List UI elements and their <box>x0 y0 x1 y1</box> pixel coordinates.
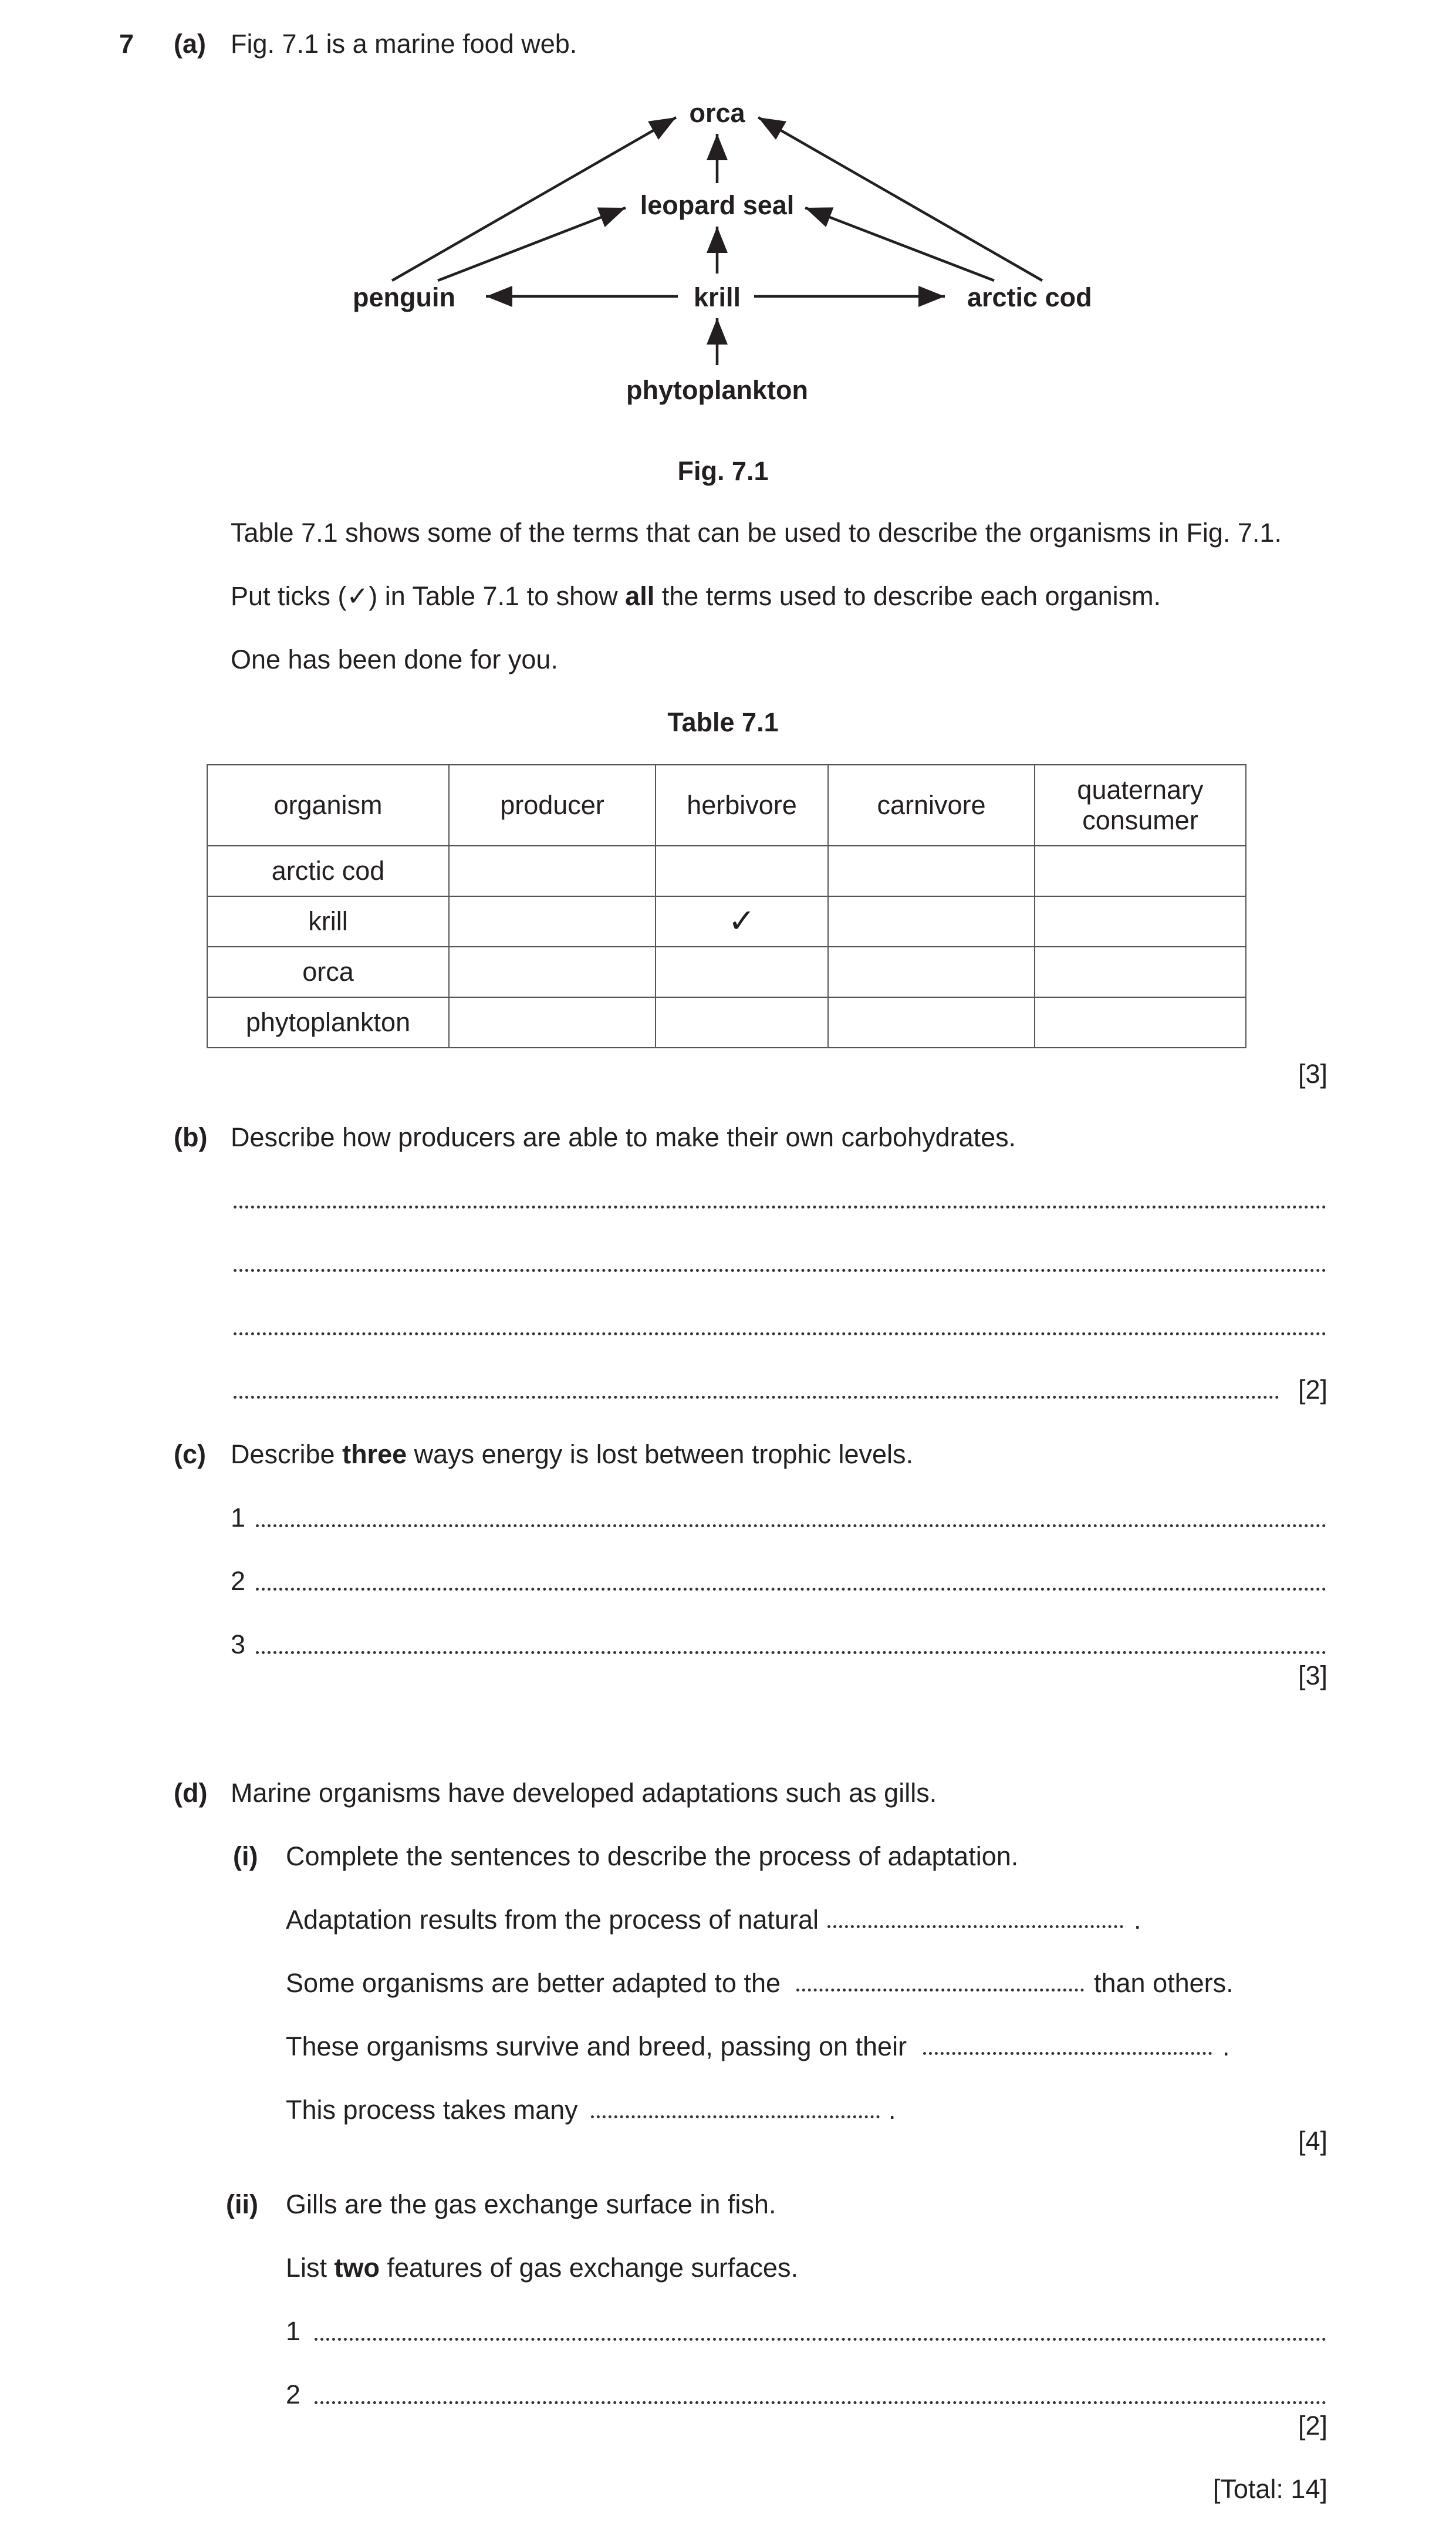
blank-natural[interactable] <box>827 1925 1123 1928</box>
answer-number-c1: 1 <box>231 1503 246 1533</box>
part-d-ii-statement: Gills are the gas exchange surface in fish. <box>286 2189 776 2219</box>
sentence-3-start: These organisms survive and breed, passing on their <box>286 2031 907 2061</box>
sentence-4-start: This process takes many <box>286 2095 578 2125</box>
arrow-penguin-to-leopard-seal <box>438 208 626 281</box>
marks-b: [2] <box>1298 1375 1327 1405</box>
answer-number-d-ii-2: 2 <box>286 2379 301 2409</box>
node-phytoplankton: phytoplankton <box>626 375 808 405</box>
tick-cell[interactable] <box>656 947 828 997</box>
part-c-label: (c) <box>174 1439 206 1469</box>
part-d-ii-label: (ii) <box>226 2189 258 2219</box>
node-krill: krill <box>693 282 741 312</box>
blank-passing-on[interactable] <box>923 2052 1212 2055</box>
answer-line-b1[interactable] <box>234 1206 1326 1209</box>
marks-d-ii: [2] <box>1298 2411 1327 2441</box>
tick-instruction: Put ticks (✓) in Table 7.1 to show all the terms used to describe each organism. <box>231 581 1161 611</box>
organism-cell: arctic cod <box>207 846 449 896</box>
table-caption: Table 7.1 <box>667 707 779 737</box>
tick-cell[interactable] <box>449 896 656 947</box>
header-quaternary-consumer: quaternary consumer <box>1035 765 1246 846</box>
node-orca: orca <box>689 98 745 128</box>
organism-cell: phytoplankton <box>207 997 449 1048</box>
header-organism: organism <box>207 765 449 846</box>
tick-cell[interactable] <box>828 896 1035 947</box>
table-row <box>207 947 1246 997</box>
total-marks: [Total: 14] <box>1212 2474 1327 2504</box>
tick-cell[interactable] <box>656 997 828 1048</box>
sentence-1-start: Adaptation results from the process of natural <box>286 1905 819 1935</box>
organism-cell: orca <box>207 947 449 997</box>
part-d-i-question: Complete the sentences to describe the process of adaptation. <box>286 1841 1019 1871</box>
blank-takes-many[interactable] <box>591 2115 880 2118</box>
answer-line-b4[interactable] <box>234 1396 1279 1399</box>
arrow-penguin-to-orca <box>392 117 676 281</box>
tick-cell[interactable] <box>449 846 656 896</box>
sentence-4-end: . <box>889 2095 896 2125</box>
answer-number-c2: 2 <box>231 1566 246 1596</box>
marks-d-i: [4] <box>1298 2126 1327 2156</box>
answer-line-b2[interactable] <box>234 1269 1326 1272</box>
sentence-3-end: . <box>1222 2031 1230 2061</box>
node-penguin: penguin <box>353 282 455 312</box>
part-d-label: (d) <box>174 1778 208 1808</box>
table-row <box>207 997 1246 1048</box>
sentence-2-start: Some organisms are better adapted to the <box>286 1968 781 1998</box>
tick-cell[interactable] <box>828 947 1035 997</box>
marks-a: [3] <box>1298 1059 1327 1089</box>
part-c-question: Describe three ways energy is lost between trophic levels. <box>231 1439 914 1469</box>
node-arctic-cod: arctic cod <box>967 282 1092 312</box>
tick-cell-example: ✓ <box>656 896 828 947</box>
marks-c: [3] <box>1298 1660 1327 1690</box>
tick-cell[interactable] <box>449 997 656 1048</box>
part-b-label: (b) <box>174 1122 208 1152</box>
blank-adapted-to[interactable] <box>796 1989 1084 1992</box>
answer-number-d-ii-1: 1 <box>286 2316 301 2346</box>
question-number: 7 <box>119 29 134 59</box>
sentence-1-end: . <box>1134 1905 1141 1935</box>
tick-cell[interactable] <box>828 997 1035 1048</box>
node-leopard-seal: leopard seal <box>640 190 795 220</box>
tick-cell[interactable] <box>1035 997 1246 1048</box>
part-d-intro: Marine organisms have developed adaptations such as gills. <box>231 1778 937 1808</box>
tick-cell[interactable] <box>1035 947 1246 997</box>
arrow-arctic-cod-to-leopard-seal <box>805 208 994 281</box>
answer-line-d-ii-2[interactable] <box>315 2401 1326 2404</box>
sentence-2-end: than others. <box>1094 1968 1234 1998</box>
part-a-label: (a) <box>174 29 206 59</box>
answer-number-c3: 3 <box>231 1629 246 1659</box>
table-row <box>207 896 1246 947</box>
example-note: One has been done for you. <box>231 644 558 674</box>
tick-cell[interactable] <box>1035 896 1246 947</box>
arrow-arctic-cod-to-orca <box>758 117 1042 281</box>
answer-line-c2[interactable] <box>256 1588 1326 1591</box>
header-carnivore: carnivore <box>828 765 1035 846</box>
tick-cell[interactable] <box>449 947 656 997</box>
part-d-i-label: (i) <box>233 1841 258 1871</box>
tick-cell[interactable] <box>828 846 1035 896</box>
header-herbivore: herbivore <box>656 765 828 846</box>
part-a-intro: Fig. 7.1 is a marine food web. <box>231 29 577 59</box>
table-header-row <box>207 765 1246 846</box>
header-producer: producer <box>449 765 656 846</box>
organism-cell: krill <box>207 896 449 947</box>
tick-cell[interactable] <box>1035 846 1246 896</box>
answer-line-c1[interactable] <box>256 1524 1326 1527</box>
part-b-question: Describe how producers are able to make their own carbohydrates. <box>231 1122 1016 1152</box>
answer-line-d-ii-1[interactable] <box>315 2338 1326 2341</box>
part-d-ii-question: List two features of gas exchange surfaces. <box>286 2253 798 2283</box>
answer-line-c3[interactable] <box>256 1651 1326 1654</box>
answer-line-b3[interactable] <box>234 1332 1326 1335</box>
organism-terms-table <box>207 764 1246 1048</box>
tick-cell[interactable] <box>656 846 828 896</box>
table-description: Table 7.1 shows some of the terms that can be used to describe the organisms in Fig. 7.1. <box>231 518 1282 548</box>
figure-caption: Fig. 7.1 <box>677 456 769 486</box>
table-row <box>207 846 1246 896</box>
